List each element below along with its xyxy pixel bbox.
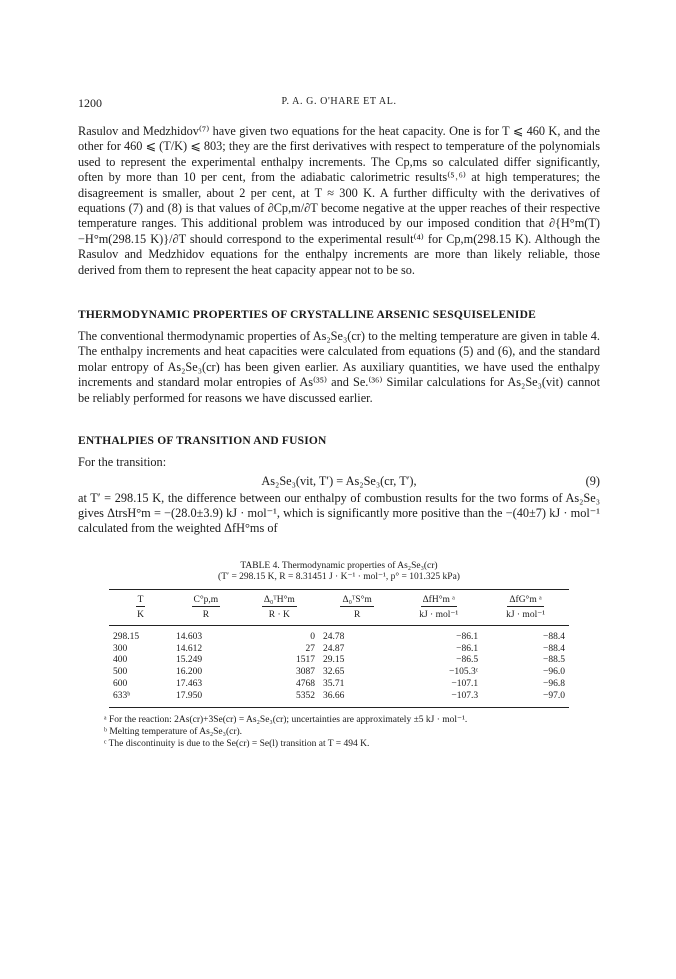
paragraph-transition-enthalpy: at T′ = 298.15 K, the difference between our enthalpy of combustion results for the two forms of As₂Se₃ gives ΔtrsH°m = −(28.0±3.9) kJ · mol⁻¹, which is significantly more positive than the −(40±7) kJ · mol⁻¹ calculated from the weighted ΔfH°ms of bbox=[78, 490, 600, 536]
header-top-formation-enthalpy: ΔfH°m ᵃ bbox=[422, 594, 455, 605]
table-cell: −88.5 bbox=[543, 655, 565, 666]
running-head: P. A. G. O'HARE ET AL. bbox=[281, 96, 397, 107]
table-row bbox=[109, 625, 569, 643]
table-4 bbox=[78, 561, 600, 750]
table-cell: 5352 bbox=[240, 691, 319, 707]
equation-number: (9) bbox=[585, 473, 600, 488]
table-row bbox=[109, 679, 569, 691]
equation-text: As₂Se₃(vit, T′) = As₂Se₃(cr, T′), bbox=[261, 473, 417, 488]
table-cell: 32.65 bbox=[322, 667, 345, 678]
table-cell: 298.15 bbox=[113, 631, 140, 642]
table-row bbox=[109, 667, 569, 679]
table-cell: −88.4 bbox=[543, 631, 565, 642]
table-cell: 14.612 bbox=[176, 643, 203, 654]
table-cell: 1517 bbox=[295, 655, 315, 666]
header-bottom-formation-gibbs: kJ · mol⁻¹ bbox=[482, 608, 569, 626]
header-top-formation-gibbs: ΔfG°m ᵃ bbox=[509, 594, 542, 605]
header-bottom-enthalpy-increment: R · K bbox=[240, 608, 319, 626]
header-top-enthalpy-increment: Δ₀ᵀH°m bbox=[263, 594, 295, 605]
table-cell: 400 bbox=[113, 655, 128, 666]
table-cell: 14.603 bbox=[176, 631, 203, 642]
table-cell: 15.249 bbox=[176, 655, 203, 666]
footnote-b: ᵇ Melting temperature of As₂Se₃(cr). bbox=[104, 726, 243, 737]
table-cell: 300 bbox=[113, 643, 128, 654]
footnote-c: ᶜ The discontinuity is due to the Se(cr) = Se(l) transition at T = 494 K. bbox=[104, 738, 370, 749]
equation-9 bbox=[78, 472, 600, 490]
table-cell: −107.1 bbox=[451, 678, 479, 689]
header-bottom-entropy: R bbox=[319, 608, 395, 626]
table-cell: 600 bbox=[113, 678, 128, 689]
table-cell: 24.87 bbox=[322, 643, 345, 654]
header-bottom-formation-enthalpy: kJ · mol⁻¹ bbox=[395, 608, 482, 626]
header-top-cp: C°p,m bbox=[193, 594, 219, 605]
paragraph-heat-capacity: Rasulov and Medzhidov⁽⁷⁾ have given two equations for the heat capacity. One is for T ⩽ 460 K, and the other for 460 ⩽ (T/K) ⩽ 803; they are the first derivatives with respect to temperature of the polynomials used to represent the experimental enthalpy increments. The Cp,ms so calculated differ significantly, often by more than 10 per cent, from the adiabatic calorimetric results⁽⁵˒⁶⁾ at high temperatures; the disagreement is smaller, about 2 per cent, at T ≈ 300 K. A further difficulty with the derivatives of equations (7) and (8) is that values of ∂Cp,m/∂T become negative at the upper reaches of their respective temperature ranges. This additional problem was introduced by our imposed condition that ∂{H°m(T)−H°m(298.15 K)}/∂T should correspond to the experimental result⁽⁴⁾ for Cp,m(298.15 K). Although the Rasulov and Medzhidov equations for the enthalpy increments are more than likely reliable, those derived from them to represent the heat capacity appear not to be so. bbox=[78, 124, 600, 277]
thermo-table bbox=[109, 589, 569, 708]
header-top-entropy: Δ₀ᵀS°m bbox=[342, 594, 372, 605]
table-cell: −96.8 bbox=[543, 678, 565, 689]
header-bottom-cp: R bbox=[172, 608, 240, 626]
table-cell: −105.3ᶜ bbox=[448, 667, 479, 678]
table-caption: TABLE 4. Thermodynamic properties of As₂Se₃(cr) bbox=[240, 560, 438, 571]
table-cell: 27 bbox=[305, 643, 315, 654]
table-cell: 17.950 bbox=[172, 691, 240, 707]
table-cell: −97.0 bbox=[482, 691, 569, 707]
header-bottom-t: K bbox=[109, 608, 172, 626]
table-cell: −86.5 bbox=[456, 655, 479, 666]
table-cell: 3087 bbox=[295, 667, 315, 678]
paragraph-thermodynamic-properties: The conventional thermodynamic properties of As₂Se₃(cr) to the melting temperature are given in table 4. The enthalpy increments and heat capacities were calculated from equations (5) and (6), and the standard molar entropy of As₂Se₃(cr) has been given earlier. As auxiliary quantities, we have used the enthalpy increments and standard molar entropies of As⁽³⁵⁾ and Se.⁽³⁶⁾ Similar calculations for As₂Se₃(vit) cannot be reliably performed for reasons we have discussed earlier. bbox=[78, 329, 600, 405]
table-cell: −96.0 bbox=[543, 667, 565, 678]
table-cell: 29.15 bbox=[322, 655, 345, 666]
table-header-row-top bbox=[109, 589, 569, 608]
table-cell: 35.71 bbox=[322, 678, 345, 689]
table-subcaption: (T′ = 298.15 K, R = 8.31451 J · K⁻¹ · mol⁻¹, p° = 101.325 kPa) bbox=[218, 572, 460, 583]
table-cell: −86.1 bbox=[456, 643, 479, 654]
table-row bbox=[109, 655, 569, 667]
footnote-a: ᵃ For the reaction: 2As(cr)+3Se(cr) = As₂Se₃(cr); uncertainties are approximately ±5 kJ · mol⁻¹. bbox=[104, 714, 468, 725]
table-cell: 633ᵇ bbox=[109, 691, 172, 707]
table-cell: −107.3 bbox=[395, 691, 482, 707]
header-top-t: T bbox=[137, 594, 144, 605]
paragraph-transition-intro: For the transition: bbox=[78, 455, 167, 470]
paper-page bbox=[78, 96, 600, 750]
table-cell: 0 bbox=[310, 631, 315, 642]
page-header bbox=[78, 96, 600, 112]
table-cell: 4768 bbox=[295, 678, 315, 689]
table-footnotes bbox=[104, 714, 574, 750]
table-row bbox=[109, 644, 569, 656]
table-header-row-bottom bbox=[109, 608, 569, 626]
table-cell: 16.200 bbox=[176, 667, 203, 678]
table-cell: 24.78 bbox=[322, 631, 345, 642]
page-number: 1200 bbox=[78, 96, 102, 110]
table-cell: −88.4 bbox=[543, 643, 565, 654]
table-cell: −86.1 bbox=[456, 631, 479, 642]
table-cell: 17.463 bbox=[176, 678, 203, 689]
section-heading-transition-fusion: ENTHALPIES OF TRANSITION AND FUSION bbox=[78, 435, 327, 448]
table-cell: 500 bbox=[113, 667, 128, 678]
section-heading-thermodynamic-properties: THERMODYNAMIC PROPERTIES OF CRYSTALLINE ARSENIC SESQUISELENIDE bbox=[78, 309, 536, 322]
table-cell: 36.66 bbox=[319, 691, 395, 707]
table-row bbox=[109, 691, 569, 707]
